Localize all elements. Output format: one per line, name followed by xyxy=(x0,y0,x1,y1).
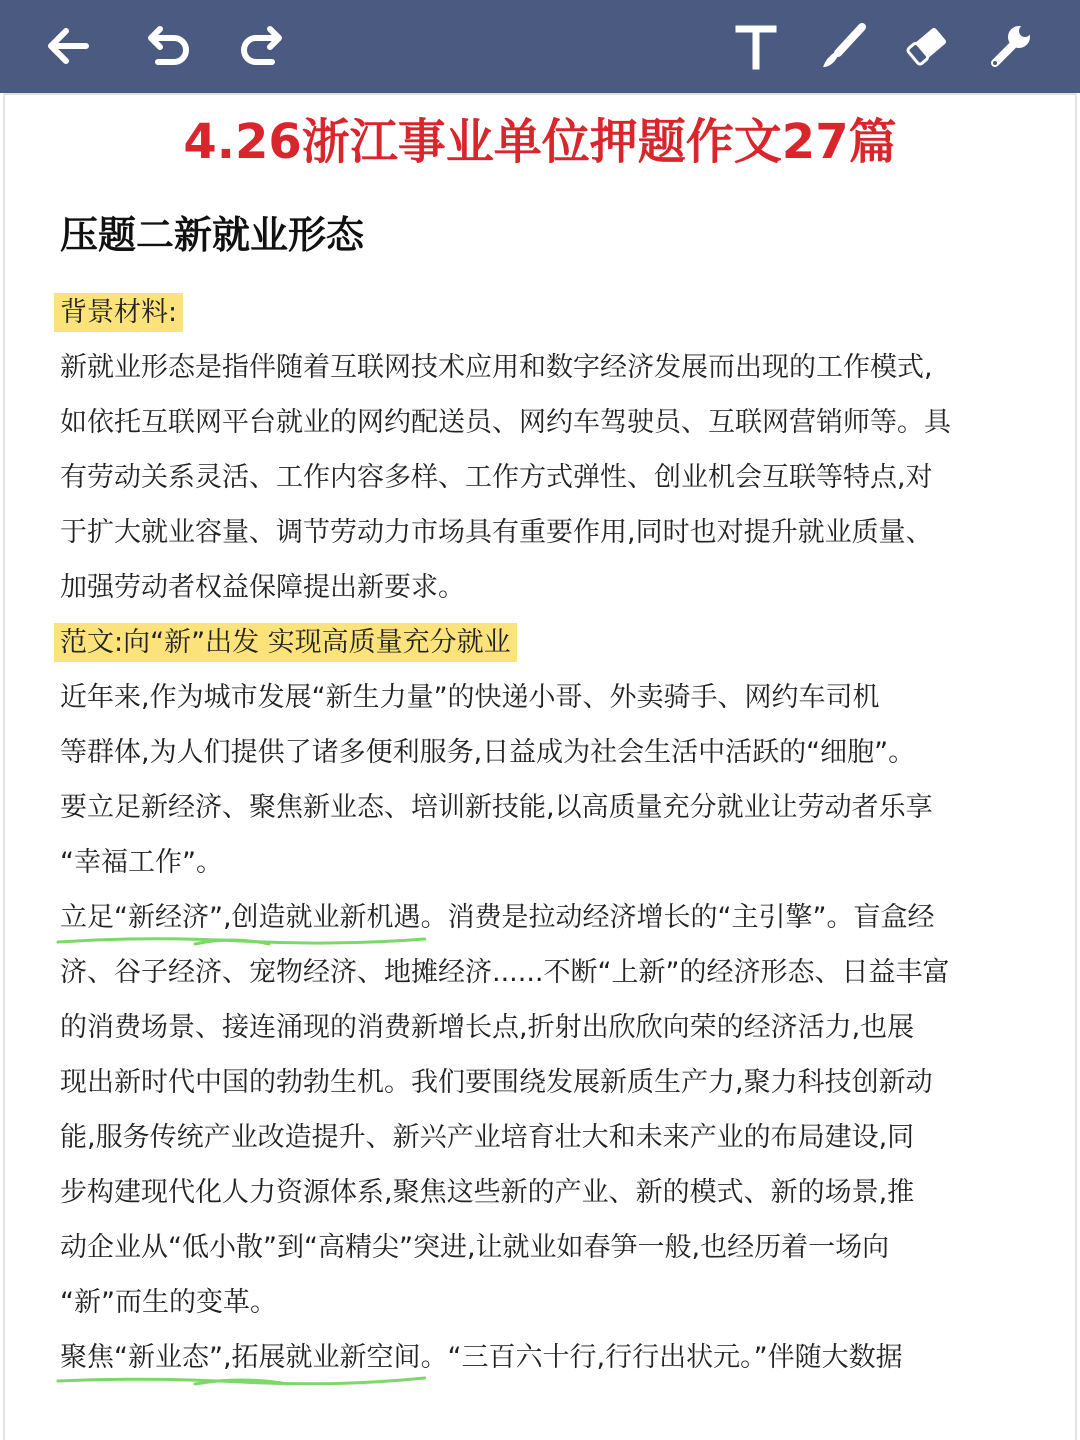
text-icon xyxy=(731,21,781,71)
essay-label-line xyxy=(60,623,517,663)
intro-line: “幸福工作”。 xyxy=(60,847,223,878)
paragraph1-line: “新”而生的变革。 xyxy=(60,1287,277,1318)
paragraph2-heading xyxy=(60,1338,421,1378)
paragraph1-heading-text: 立足“新经济”,创造就业新机遇 xyxy=(60,902,421,933)
top-toolbar xyxy=(0,0,1080,93)
redo-button[interactable] xyxy=(233,16,293,76)
wrench-tool-button[interactable] xyxy=(980,16,1040,76)
paragraph1-line: 济、谷子经济、宠物经济、地摊经济......不断“上新”的经济形态、日益丰富 xyxy=(60,957,950,988)
intro-line: 要立足新经济、聚焦新业态、培训新技能,以高质量充分就业让劳动者乐享 xyxy=(60,792,933,823)
paragraph1-line: 现出新时代中国的勃勃生机。我们要围绕发展新质生产力,聚力科技创新动 xyxy=(60,1067,933,1098)
paragraph2-first-line xyxy=(60,1338,903,1378)
paragraph1-line: 动企业从“低小散”到“高精尖”突进,让就业如春笋一般,也经历着一场向 xyxy=(60,1232,890,1263)
essay-title-label: 范文:向“新”出发 实现高质量充分就业 xyxy=(54,623,517,662)
background-line: 于扩大就业容量、调节劳动力市场具有重要作用,同时也对提升就业质量、 xyxy=(60,517,933,548)
eraser-icon xyxy=(902,21,952,71)
green-underline xyxy=(56,932,427,948)
background-line: 加强劳动者权益保障提出新要求。 xyxy=(60,572,465,603)
back-button[interactable] xyxy=(37,16,97,76)
wrench-icon xyxy=(985,21,1035,71)
pen-tool-button[interactable] xyxy=(813,16,873,76)
background-label-line xyxy=(60,293,183,333)
background-line: 如依托互联网平台就业的网约配送员、网约车驾驶员、互联网营销师等。具 xyxy=(60,407,951,438)
paragraph1-line: 能,服务传统产业改造提升、新兴产业培育壮大和未来产业的布局建设,同 xyxy=(60,1122,915,1153)
background-line: 有劳动关系灵活、工作内容多样、工作方式弹性、创业机会互联等特点,对 xyxy=(60,462,933,493)
intro-line: 等群体,为人们提供了诸多便利服务,日益成为社会生活中活跃的“细胞”。 xyxy=(60,737,916,768)
paragraph1-first-line xyxy=(60,898,935,938)
paragraph2-first-rest: 。“三百六十行,行行出状元。”伴随大数据 xyxy=(420,1342,903,1373)
background-line: 新就业形态是指伴随着互联网技术应用和数字经济发展而出现的工作模式, xyxy=(60,352,933,383)
text-tool-button[interactable] xyxy=(726,16,786,76)
section-title: 压题二新就业形态 xyxy=(60,213,365,257)
document-title: 4.26浙江事业单位押题作文27篇 xyxy=(183,114,897,170)
back-arrow-icon xyxy=(42,21,92,71)
undo-icon xyxy=(142,21,192,71)
background-label: 背景材料: xyxy=(54,293,183,332)
paragraph1-heading xyxy=(60,898,421,938)
paragraph1-first-rest: 。消费是拉动经济增长的“主引擎”。盲盒经 xyxy=(420,902,935,933)
eraser-tool-button[interactable] xyxy=(897,16,957,76)
intro-line: 近年来,作为城市发展“新生力量”的快递小哥、外卖骑手、网约车司机 xyxy=(60,682,880,713)
undo-button[interactable] xyxy=(137,16,197,76)
paragraph1-line: 的消费场景、接连涌现的消费新增长点,折射出欣欣向荣的经济活力,也展 xyxy=(60,1012,915,1043)
paragraph1-line: 步构建现代化人力资源体系,聚焦这些新的产业、新的模式、新的场景,推 xyxy=(60,1177,915,1208)
green-underline xyxy=(56,1372,427,1388)
redo-icon xyxy=(238,21,288,71)
paragraph2-heading-text: 聚焦“新业态”,拓展就业新空间 xyxy=(60,1342,421,1373)
pen-icon xyxy=(818,21,868,71)
